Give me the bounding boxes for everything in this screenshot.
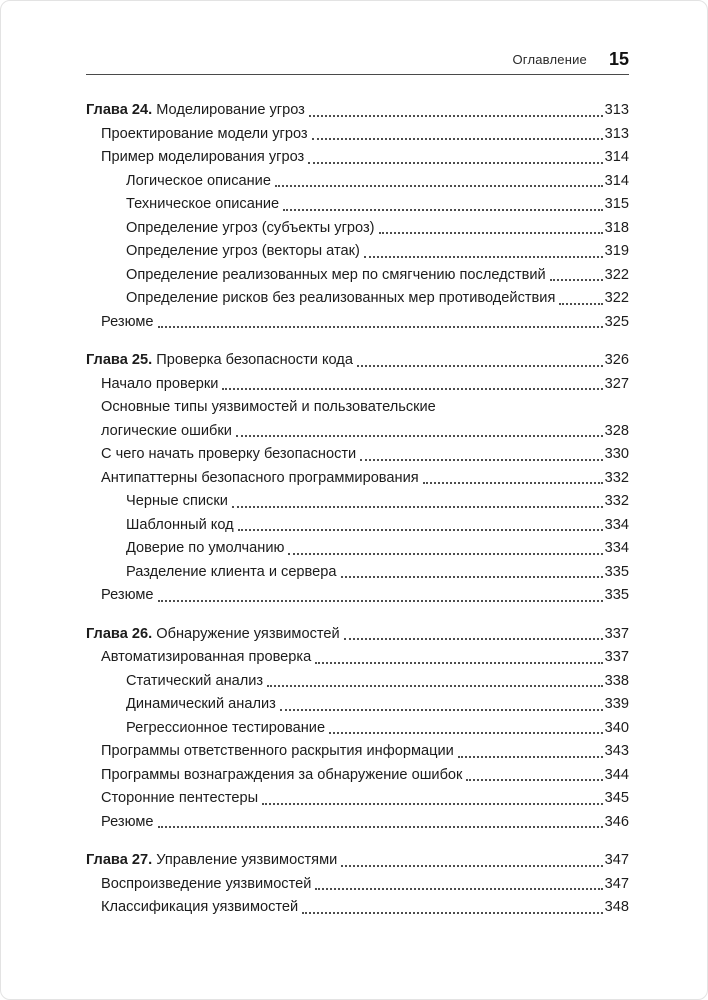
toc-entry (86, 646, 629, 670)
toc-entry-label: Глава 26. Обнаружение уязвимостей (86, 625, 340, 642)
page-content (86, 51, 629, 920)
dot-leader (341, 576, 603, 578)
toc-entry-page-number: 343 (604, 743, 629, 760)
toc-entry-page-number: 345 (604, 790, 629, 807)
toc-entry-label: Черные списки (126, 493, 228, 510)
dot-leader (280, 709, 603, 711)
toc-chapter-entry (86, 349, 629, 373)
toc-entry-label: Программы вознаграждения за обнаружение ошибок (101, 766, 463, 783)
toc-entry-page-number: 313 (604, 125, 629, 142)
toc-entry-page-number: 338 (604, 672, 629, 689)
dot-leader (283, 209, 602, 211)
toc-entry (86, 896, 629, 920)
toc-entry-page-number: 340 (604, 719, 629, 736)
toc-entry-label: Определение рисков без реализованных мер противодействия (126, 290, 556, 307)
toc-entry-label: Начало проверки (101, 375, 219, 392)
toc-chapter-entry (86, 849, 629, 873)
toc-entry-page-number: 337 (604, 649, 629, 666)
dot-leader (267, 685, 603, 687)
dot-leader (309, 115, 603, 117)
toc-entry (86, 717, 629, 741)
dot-leader (423, 482, 603, 484)
toc-entry-page-number: 332 (604, 493, 629, 510)
toc-entry-page-number: 314 (604, 149, 629, 166)
dot-leader (329, 732, 603, 734)
toc-entry (86, 146, 629, 170)
dot-leader (288, 553, 602, 555)
toc-entry-page-number: 334 (604, 540, 629, 557)
page-header (86, 51, 629, 74)
toc-entry-page-number: 347 (604, 852, 629, 869)
toc-entry-label: Основные типы уязвимостей и пользовательские (101, 399, 436, 416)
toc-entry-label: Глава 27. Управление уязвимостями (86, 852, 338, 869)
chapter-number-prefix: Глава 26. (86, 625, 157, 642)
toc-entry-page-number: 335 (604, 587, 629, 604)
dot-leader (222, 388, 602, 390)
toc-entry (86, 193, 629, 217)
toc-entry-page-number: 319 (604, 243, 629, 260)
dot-leader (379, 232, 603, 234)
toc-entry-page-number: 346 (604, 813, 629, 830)
toc-entry-page-number: 322 (604, 266, 629, 283)
running-head-page-number: 15 (608, 49, 629, 69)
toc-entry-label: Автоматизированная проверка (101, 649, 312, 666)
toc-entry (86, 514, 629, 538)
dot-leader (302, 912, 602, 914)
dot-leader (158, 326, 603, 328)
toc-chapter-entry (86, 99, 629, 123)
toc-entry (86, 170, 629, 194)
toc-entry-label: Статический анализ (126, 672, 264, 689)
toc-entry-label: Программы ответственного раскрытия информации (101, 743, 454, 760)
header-rule (86, 74, 629, 75)
toc-entry-label: Антипаттерны безопасного программирования (101, 469, 419, 486)
toc-entry-label: Глава 25. Проверка безопасности кода (86, 352, 353, 369)
toc-entry-page-number: 322 (604, 290, 629, 307)
dot-leader (158, 826, 603, 828)
dot-leader (315, 662, 602, 664)
toc-entry (86, 123, 629, 147)
toc-entry-page-number: 314 (604, 172, 629, 189)
toc-entry-label: Воспроизведение уязвимостей (101, 875, 312, 892)
toc-entry-label: Определение угроз (субъекты угроз) (126, 219, 375, 236)
toc-entry-label: Пример моделирования угроз (101, 149, 305, 166)
dot-leader (275, 185, 603, 187)
toc-entry-label: Логическое описание (126, 172, 271, 189)
toc-entry (86, 811, 629, 835)
toc-entry (86, 693, 629, 717)
toc-entry-label: Резюме (101, 313, 154, 330)
toc-entry-page-number: 347 (604, 875, 629, 892)
toc-entry-label: Определение угроз (векторы атак) (126, 243, 360, 260)
dot-leader (341, 865, 602, 867)
toc-entry-page-number: 334 (604, 516, 629, 533)
toc-entry-label: Шаблонный код (126, 516, 234, 533)
dot-leader (262, 803, 603, 805)
table-of-contents (86, 99, 629, 920)
chapter-number-prefix: Глава 27. (86, 852, 157, 869)
dot-leader (308, 162, 602, 164)
toc-entry-page-number: 326 (604, 352, 629, 369)
toc-entry-label: Разделение клиента и сервера (126, 563, 337, 580)
toc-entry (86, 311, 629, 335)
toc-entry-page-number: 330 (604, 446, 629, 463)
toc-entry (86, 467, 629, 491)
toc-entry-label: Определение реализованных мер по смягчению последствий (126, 266, 546, 283)
toc-entry (86, 287, 629, 311)
toc-chapter-entry (86, 623, 629, 647)
dot-leader (559, 303, 602, 305)
toc-entry (86, 373, 629, 397)
dot-leader (357, 365, 603, 367)
toc-entry (86, 787, 629, 811)
toc-entry-page-number: 318 (604, 219, 629, 236)
dot-leader (232, 506, 603, 508)
dot-leader (236, 435, 603, 437)
toc-entry (86, 490, 629, 514)
dot-leader (238, 529, 603, 531)
dot-leader (466, 779, 602, 781)
toc-entry-label: Глава 24. Моделирование угроз (86, 102, 305, 119)
toc-entry-page-number: 327 (604, 375, 629, 392)
dot-leader (312, 138, 603, 140)
toc-entry (86, 264, 629, 288)
running-head-title: Оглавление (512, 52, 587, 68)
dot-leader (315, 888, 602, 890)
dot-leader (344, 638, 603, 640)
toc-entry (86, 561, 629, 585)
toc-entry-label: Сторонние пентестеры (101, 790, 259, 807)
chapter-number-prefix: Глава 24. (86, 102, 157, 119)
toc-entry-page-number: 344 (604, 766, 629, 783)
toc-entry-label: Резюме (101, 813, 154, 830)
toc-entry (86, 740, 629, 764)
dot-leader (360, 459, 602, 461)
dot-leader (550, 279, 603, 281)
toc-entry (86, 670, 629, 694)
toc-entry-page-number: 339 (604, 696, 629, 713)
toc-entry (86, 873, 629, 897)
toc-entry-page-number: 315 (604, 196, 629, 213)
toc-entry (86, 537, 629, 561)
toc-entry-label: Регрессионное тестирование (126, 719, 326, 736)
toc-entry-page-number: 337 (604, 625, 629, 642)
toc-entry-page-number: 348 (604, 899, 629, 916)
toc-entry-label: С чего начать проверку безопасности (101, 446, 357, 463)
toc-entry-page-number: 313 (604, 102, 629, 119)
dot-leader (158, 600, 603, 602)
dot-leader (364, 256, 603, 258)
toc-entry (86, 396, 629, 420)
chapter-number-prefix: Глава 25. (86, 352, 157, 369)
toc-entry-page-number: 335 (604, 563, 629, 580)
dot-leader (458, 756, 603, 758)
toc-entry (86, 420, 629, 444)
toc-entry-page-number: 325 (604, 313, 629, 330)
toc-entry (86, 240, 629, 264)
toc-entry-page-number: 328 (604, 422, 629, 439)
toc-entry-label: Классификация уязвимостей (101, 899, 299, 916)
toc-entry-label: Резюме (101, 587, 154, 604)
toc-entry (86, 217, 629, 241)
toc-entry-label: Динамический анализ (126, 696, 276, 713)
toc-entry-label: Доверие по умолчанию (126, 540, 285, 557)
toc-entry (86, 443, 629, 467)
toc-entry-label: Проектирование модели угроз (101, 125, 308, 142)
toc-entry-page-number: 332 (604, 469, 629, 486)
toc-entry (86, 584, 629, 608)
toc-entry-label: логические ошибки (101, 422, 232, 439)
toc-entry (86, 764, 629, 788)
toc-entry-label: Техническое описание (126, 196, 280, 213)
